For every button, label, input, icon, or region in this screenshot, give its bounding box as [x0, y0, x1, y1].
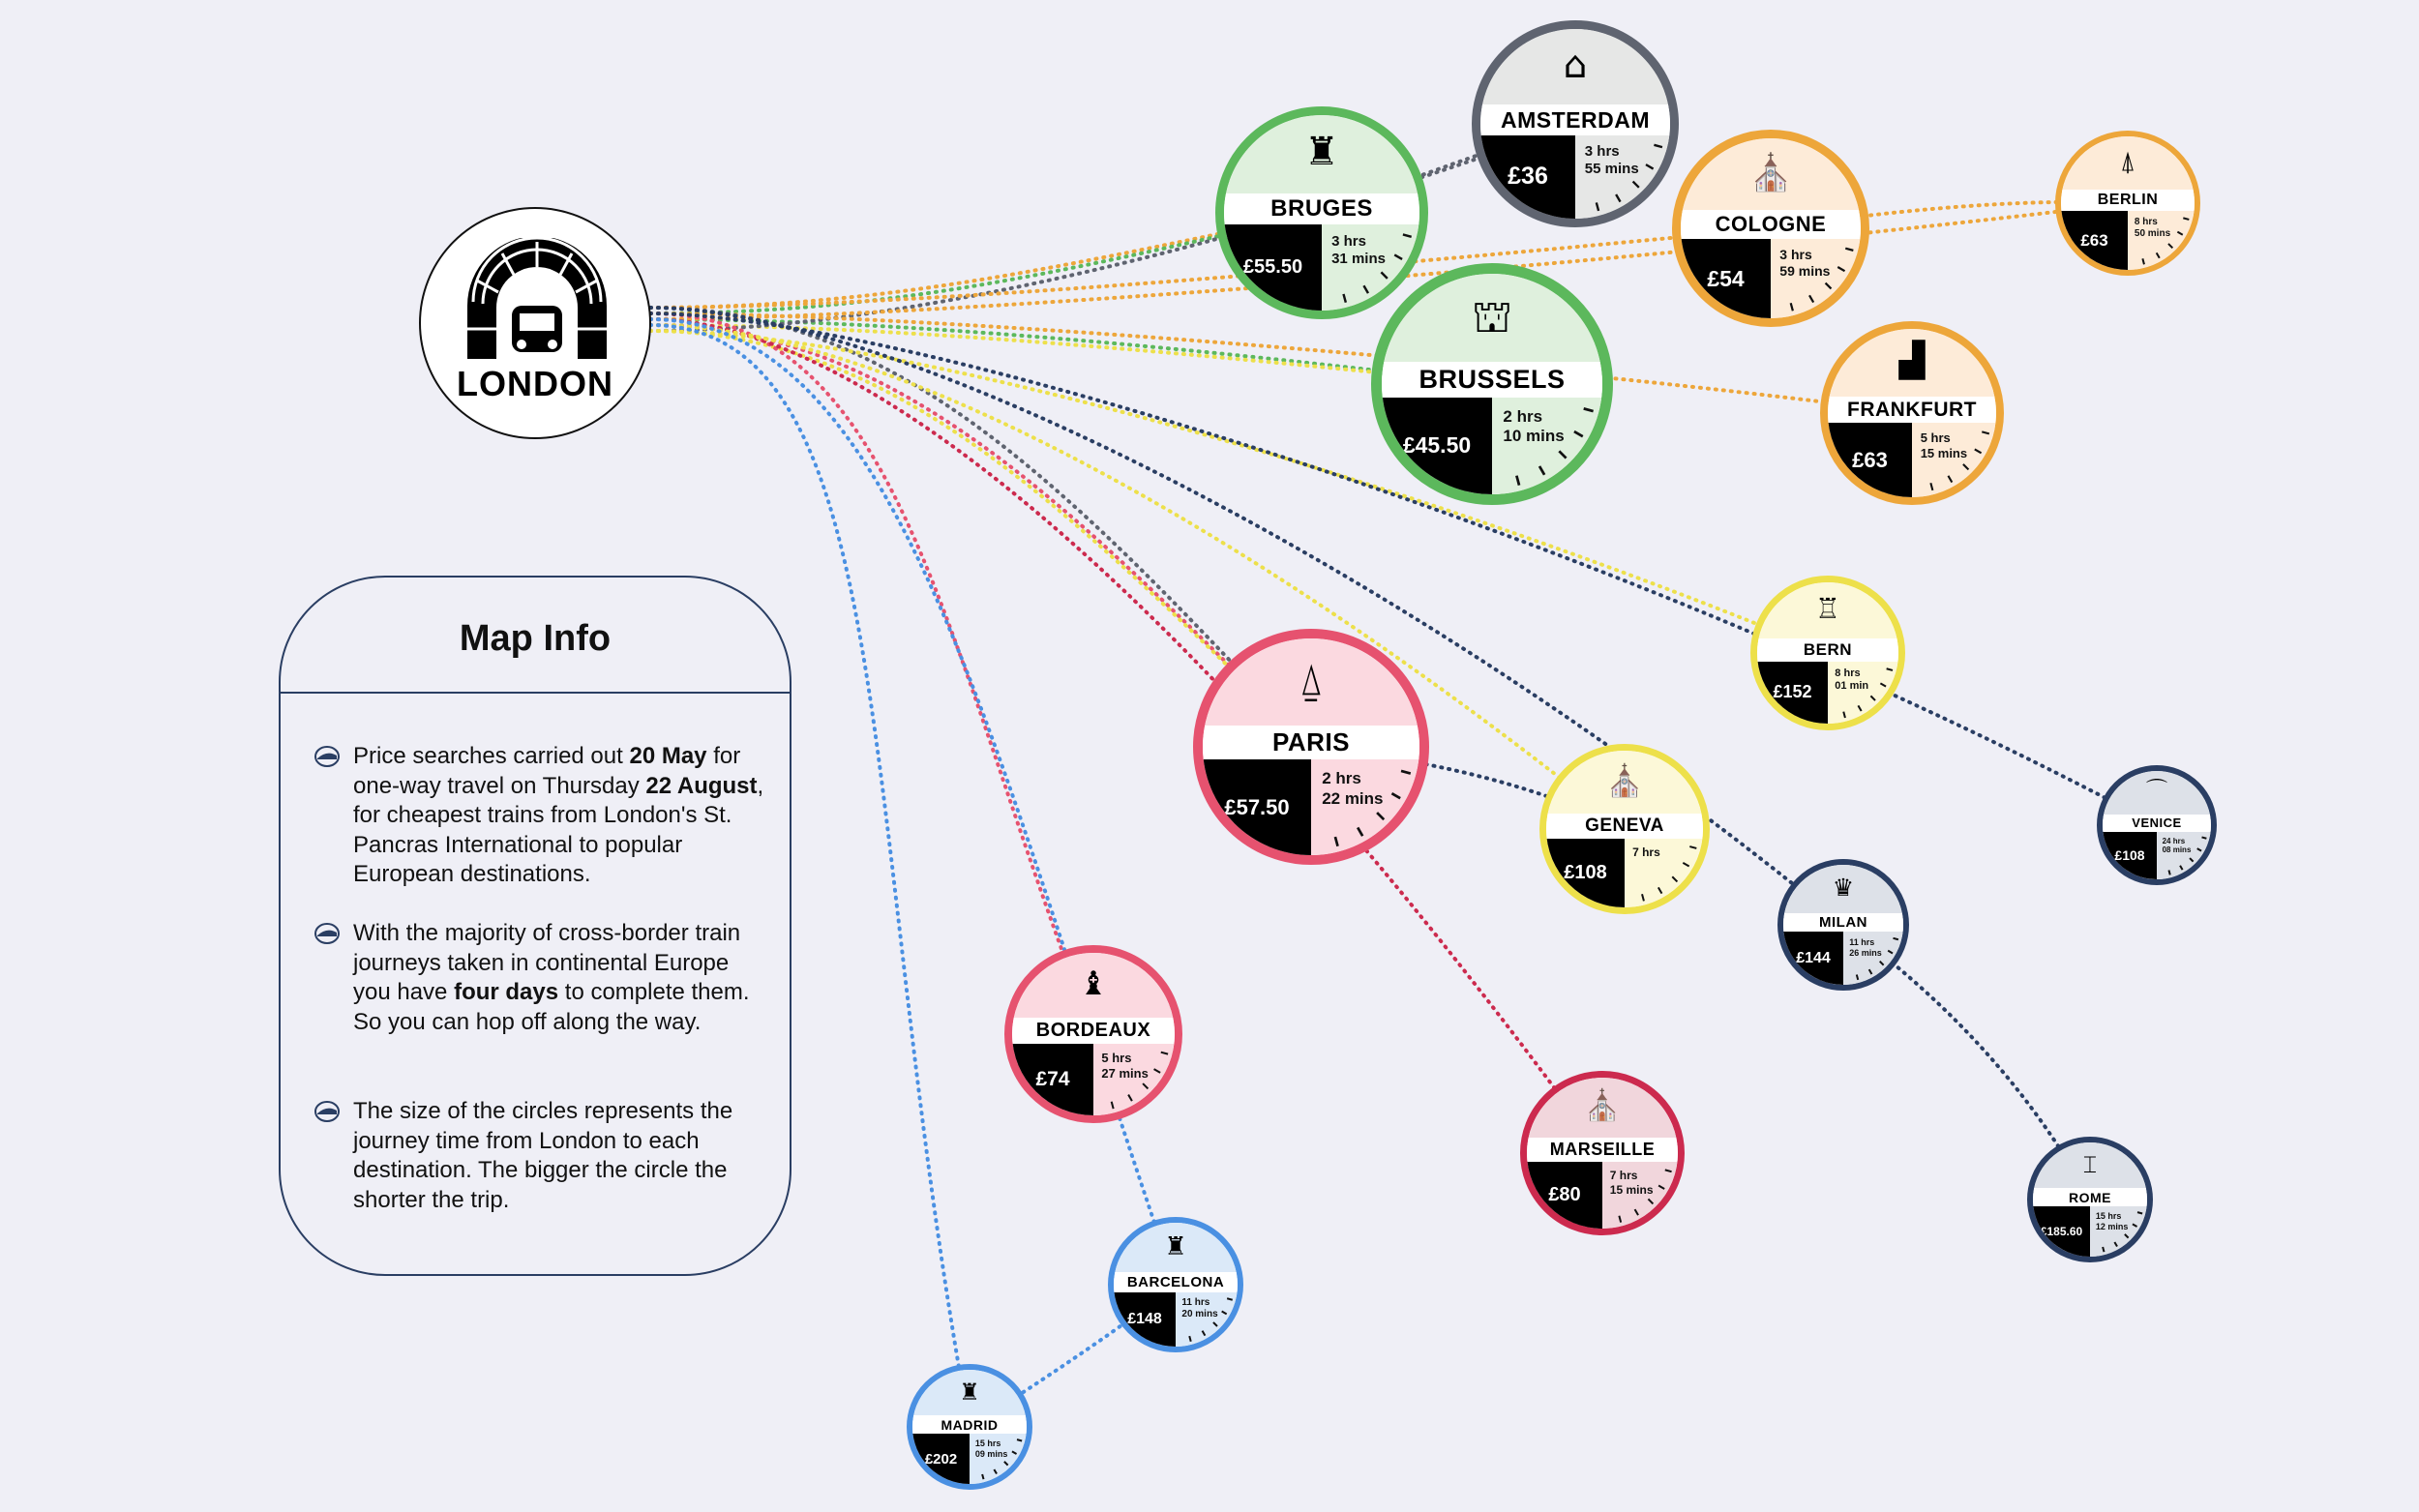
destination-price: £57.50	[1203, 759, 1311, 855]
destination-name: PARIS	[1203, 726, 1419, 760]
map-info-title: Map Info	[459, 618, 612, 659]
destination-paris[interactable]	[1193, 629, 1429, 865]
clock-tick	[1213, 1322, 1217, 1326]
map-info-item	[353, 919, 764, 1037]
clock-tick	[1880, 962, 1884, 965]
clock-ticks	[1382, 274, 1602, 494]
clock-tick	[1154, 1069, 1161, 1073]
clock-tick	[1658, 1186, 1664, 1190]
journey-time-label: 7 hrs 15 mins	[1609, 1169, 1654, 1197]
clock-ticks	[1828, 329, 1996, 497]
clock-tick	[1394, 254, 1402, 259]
column-capital-icon: ⌶	[2082, 1150, 2098, 1178]
clock-tick	[1335, 837, 1338, 846]
clock-tick	[1401, 771, 1411, 774]
journey-time-label: 11 hrs 26 mins	[1849, 936, 1882, 958]
clock-tick	[2137, 1212, 2142, 1213]
journey-time-label: 15 hrs 12 mins	[2095, 1211, 2129, 1232]
destination-amsterdam[interactable]	[1472, 20, 1679, 227]
clock-tick	[1616, 194, 1620, 202]
clock-ticks	[1783, 865, 1903, 985]
destination-name: BRUGES	[1224, 193, 1419, 224]
clock-tick	[2142, 258, 2144, 264]
journey-time-label: 2 hrs 10 mins	[1503, 406, 1565, 446]
destination-price: £74	[1012, 1044, 1093, 1115]
destination-marseille[interactable]	[1520, 1071, 1685, 1235]
clock-ticks	[2061, 136, 2195, 270]
royal-palace-icon: ♜	[959, 1378, 980, 1406]
clock-tick	[1689, 846, 1696, 848]
clock-tick	[1683, 863, 1688, 867]
journey-time-label: 3 hrs 55 mins	[1584, 143, 1639, 178]
clock-tick	[1888, 951, 1893, 954]
map-info-text: to complete them. So you can hop off along the way.	[353, 979, 750, 1035]
destination-name: COLOGNE	[1681, 210, 1861, 239]
clock-tick	[1358, 827, 1362, 836]
clock-tick	[1982, 431, 1989, 433]
clock-tick	[2103, 1247, 2104, 1252]
destination-name: MARSEILLE	[1527, 1138, 1678, 1162]
belfry-icon: ♜	[1304, 130, 1339, 175]
map-info-text: The size of the circles represents the journey time from London to each destination. The bigger the circle the shorter the trip.	[353, 1098, 733, 1213]
destination-milan[interactable]	[1777, 859, 1909, 991]
clock-tick	[1574, 431, 1583, 436]
journey-time-label: 5 hrs 27 mins	[1101, 1051, 1149, 1082]
clock-ticks	[1114, 1223, 1238, 1347]
route-london-bern	[650, 331, 1828, 653]
route-london-brussels	[650, 325, 1492, 384]
clock-tick	[1658, 887, 1662, 893]
eiffel-tower-icon: ⍙	[1298, 654, 1325, 706]
clock-ticks	[1527, 1078, 1678, 1229]
destination-price: £80	[1527, 1162, 1602, 1229]
clock-tick	[1633, 182, 1639, 188]
destination-bordeaux[interactable]	[1004, 945, 1182, 1123]
destination-price: £63	[2061, 211, 2128, 270]
clock-tick	[1004, 1462, 1008, 1466]
clock-tick	[1143, 1083, 1148, 1088]
duomo-icon: ♛	[1832, 874, 1855, 903]
clock-tick	[1887, 668, 1893, 670]
map-info-emphasis: 22 August	[645, 772, 758, 799]
journey-time-label: 11 hrs 20 mins	[1181, 1297, 1218, 1320]
map-info-emphasis: 20 May	[629, 743, 707, 769]
destination-price: £108	[2103, 832, 2157, 879]
destination-price: £202	[912, 1434, 970, 1484]
destination-name: BORDEAUX	[1012, 1018, 1175, 1044]
clock-ticks	[1480, 29, 1670, 219]
clock-tick	[1363, 285, 1368, 293]
destination-brussels[interactable]	[1371, 263, 1613, 505]
clock-tick	[1870, 696, 1875, 700]
clock-ticks	[1012, 953, 1175, 1115]
destination-price: £63	[1828, 423, 1912, 497]
journey-time-label: 8 hrs 50 mins	[2134, 217, 2171, 240]
destination-price: £185.60	[2033, 1206, 2090, 1257]
clock-ticks	[2103, 771, 2211, 879]
journey-time-label: 8 hrs 01 min	[1835, 667, 1869, 693]
clock-tick	[1516, 476, 1519, 486]
clock-tick	[1403, 234, 1412, 236]
clock-tick	[1539, 466, 1544, 475]
destination-name: MILAN	[1783, 913, 1903, 933]
clock-tick	[1837, 267, 1844, 271]
clock-tick	[1391, 793, 1400, 798]
map-info-panel	[279, 576, 791, 1276]
origin-london[interactable]	[419, 207, 651, 439]
destination-price: £45.50	[1382, 398, 1492, 494]
destination-price: £36	[1480, 135, 1575, 219]
clock-tick	[1648, 1199, 1653, 1203]
clock-tick	[1161, 1052, 1168, 1054]
destination-price: £148	[1114, 1292, 1176, 1347]
clock-tick	[1809, 295, 1813, 302]
cathedral-icon: ⛪	[1605, 761, 1644, 799]
cologne-cathedral-icon: ⛪	[1747, 151, 1794, 193]
clock-ticks	[912, 1370, 1027, 1484]
clock-tick	[1017, 1439, 1022, 1440]
clock-tick	[1012, 1451, 1017, 1454]
clock-tick	[1222, 1312, 1227, 1315]
clock-tick	[2202, 837, 2207, 838]
journey-time-label: 15 hrs 09 mins	[974, 1438, 1008, 1460]
destination-name: ROME	[2033, 1188, 2147, 1206]
clock-tick	[1654, 145, 1662, 147]
clock-tick	[1189, 1336, 1190, 1342]
destination-madrid[interactable]	[907, 1364, 1032, 1490]
route-london-cologne	[650, 228, 1771, 308]
map-info-item	[353, 742, 764, 890]
clock-tick	[1963, 464, 1969, 470]
map-info-emphasis: four days	[454, 979, 559, 1005]
map-info-text: for one-way travel on Thursday	[353, 743, 741, 799]
destination-name: VENICE	[2103, 815, 2211, 832]
clock-tick	[2157, 252, 2160, 257]
clock-ticks	[2033, 1142, 2147, 1257]
destination-name: FRANKFURT	[1828, 397, 1996, 424]
origin-name: LONDON	[457, 364, 613, 403]
clock-tick	[1584, 408, 1594, 411]
clock-tick	[2114, 1242, 2117, 1247]
destination-frankfurt[interactable]	[1820, 321, 2004, 505]
destination-name: BERLIN	[2061, 190, 2195, 211]
destination-rome[interactable]	[2027, 1137, 2153, 1262]
destination-berlin[interactable]	[2055, 131, 2200, 276]
clock-tick	[2133, 1224, 2137, 1227]
sagrada-familia-icon: ♜	[1164, 1231, 1187, 1261]
map-info-divider	[281, 692, 790, 694]
route-london-brussels	[650, 319, 1492, 384]
clock-tick	[2177, 232, 2182, 235]
basilica-icon: ⛪	[1583, 1088, 1622, 1124]
clock-tick	[1619, 1216, 1621, 1223]
destination-price: £55.50	[1224, 224, 1322, 311]
clock-tick	[994, 1469, 997, 1474]
train-icon	[314, 746, 340, 767]
destination-bern[interactable]	[1750, 576, 1905, 730]
clock-tick	[1642, 894, 1644, 901]
clock-tick	[1112, 1102, 1114, 1109]
journey-time-label: 5 hrs 15 mins	[1920, 430, 1968, 460]
destination-name: BARCELONA	[1114, 1272, 1238, 1291]
destination-price: £144	[1783, 932, 1843, 985]
map-info-text: Price searches carried out	[353, 743, 630, 769]
clock-tick	[1880, 683, 1886, 686]
destination-name: AMSTERDAM	[1480, 104, 1670, 134]
clock-tick	[1930, 483, 1932, 490]
journey-time-label: 3 hrs 59 mins	[1779, 247, 1831, 280]
clock-tick	[1128, 1095, 1132, 1102]
destination-barcelona[interactable]	[1108, 1217, 1243, 1352]
monument-column-icon: ♝	[1078, 964, 1109, 1004]
town-hall-icon: ⛫	[1471, 289, 1513, 342]
clock-tick	[1845, 249, 1853, 251]
clock-tower-icon: ♖	[1815, 592, 1840, 626]
destination-price: £54	[1681, 239, 1771, 318]
rialto-bridge-icon: ⌒	[2145, 779, 2168, 804]
clock-tick	[1791, 303, 1793, 311]
destination-geneva[interactable]	[1539, 744, 1710, 914]
clock-tick	[2168, 244, 2172, 248]
clock-tick	[1672, 876, 1677, 881]
destination-name: BERN	[1757, 638, 1898, 661]
clock-tick	[1646, 164, 1654, 168]
clock-tick	[1377, 813, 1384, 819]
clock-tick	[1665, 1170, 1672, 1171]
train-icon	[314, 923, 340, 944]
canal-house-icon: ⌂	[1563, 43, 1588, 87]
journey-time-label: 3 hrs 31 mins	[1331, 232, 1386, 267]
map-info-text: , for cheapest trains from London's St. Pancras International to popular European destinations.	[353, 772, 764, 887]
clock-tick	[1843, 712, 1845, 718]
destination-venice[interactable]	[2097, 765, 2217, 885]
clock-ticks	[1681, 138, 1861, 318]
journey-time-label: 24 hrs 08 mins	[2162, 836, 2192, 855]
clock-tick	[1869, 969, 1872, 974]
clock-tick	[1203, 1331, 1206, 1336]
clock-tick	[982, 1474, 983, 1479]
skyline-icon: ▟	[1898, 341, 1926, 380]
destination-name: MADRID	[912, 1415, 1027, 1434]
clock-tick	[2190, 858, 2194, 862]
clock-tick	[1227, 1298, 1233, 1299]
destination-price: £108	[1546, 839, 1625, 907]
clock-tick	[1857, 975, 1858, 980]
clock-tick	[2168, 871, 2169, 875]
clock-tick	[1948, 476, 1952, 483]
destination-name: BRUSSELS	[1382, 362, 1602, 397]
clock-ticks	[1757, 582, 1898, 724]
journey-time-label: 7 hrs	[1632, 845, 1660, 859]
clock-tick	[1635, 1209, 1639, 1215]
clock-tick	[2125, 1234, 2129, 1238]
train-icon	[314, 1101, 340, 1122]
destination-name: GENEVA	[1546, 814, 1703, 839]
destination-price: £152	[1757, 662, 1828, 724]
clock-tick	[1975, 449, 1982, 453]
clock-tick	[1826, 283, 1832, 289]
st-pancras-station-icon	[463, 238, 611, 359]
clock-ticks	[1546, 751, 1703, 907]
clock-tick	[1559, 451, 1566, 458]
clock-tick	[2197, 848, 2201, 851]
tv-tower-icon: ⍋	[2119, 145, 2136, 178]
destination-cologne[interactable]	[1672, 130, 1869, 327]
clock-tick	[2183, 218, 2189, 220]
map-info-text: With the majority of cross-border train journeys taken in continental Europe you have	[353, 920, 741, 1005]
clock-tick	[2180, 866, 2183, 870]
map-info-item	[353, 1097, 764, 1215]
clock-tick	[1597, 202, 1598, 211]
clock-tick	[1894, 938, 1898, 939]
journey-time-label: 2 hrs 22 mins	[1322, 769, 1384, 808]
clock-ticks	[1203, 638, 1419, 855]
clock-tick	[1343, 294, 1345, 303]
clock-tick	[1858, 705, 1861, 711]
